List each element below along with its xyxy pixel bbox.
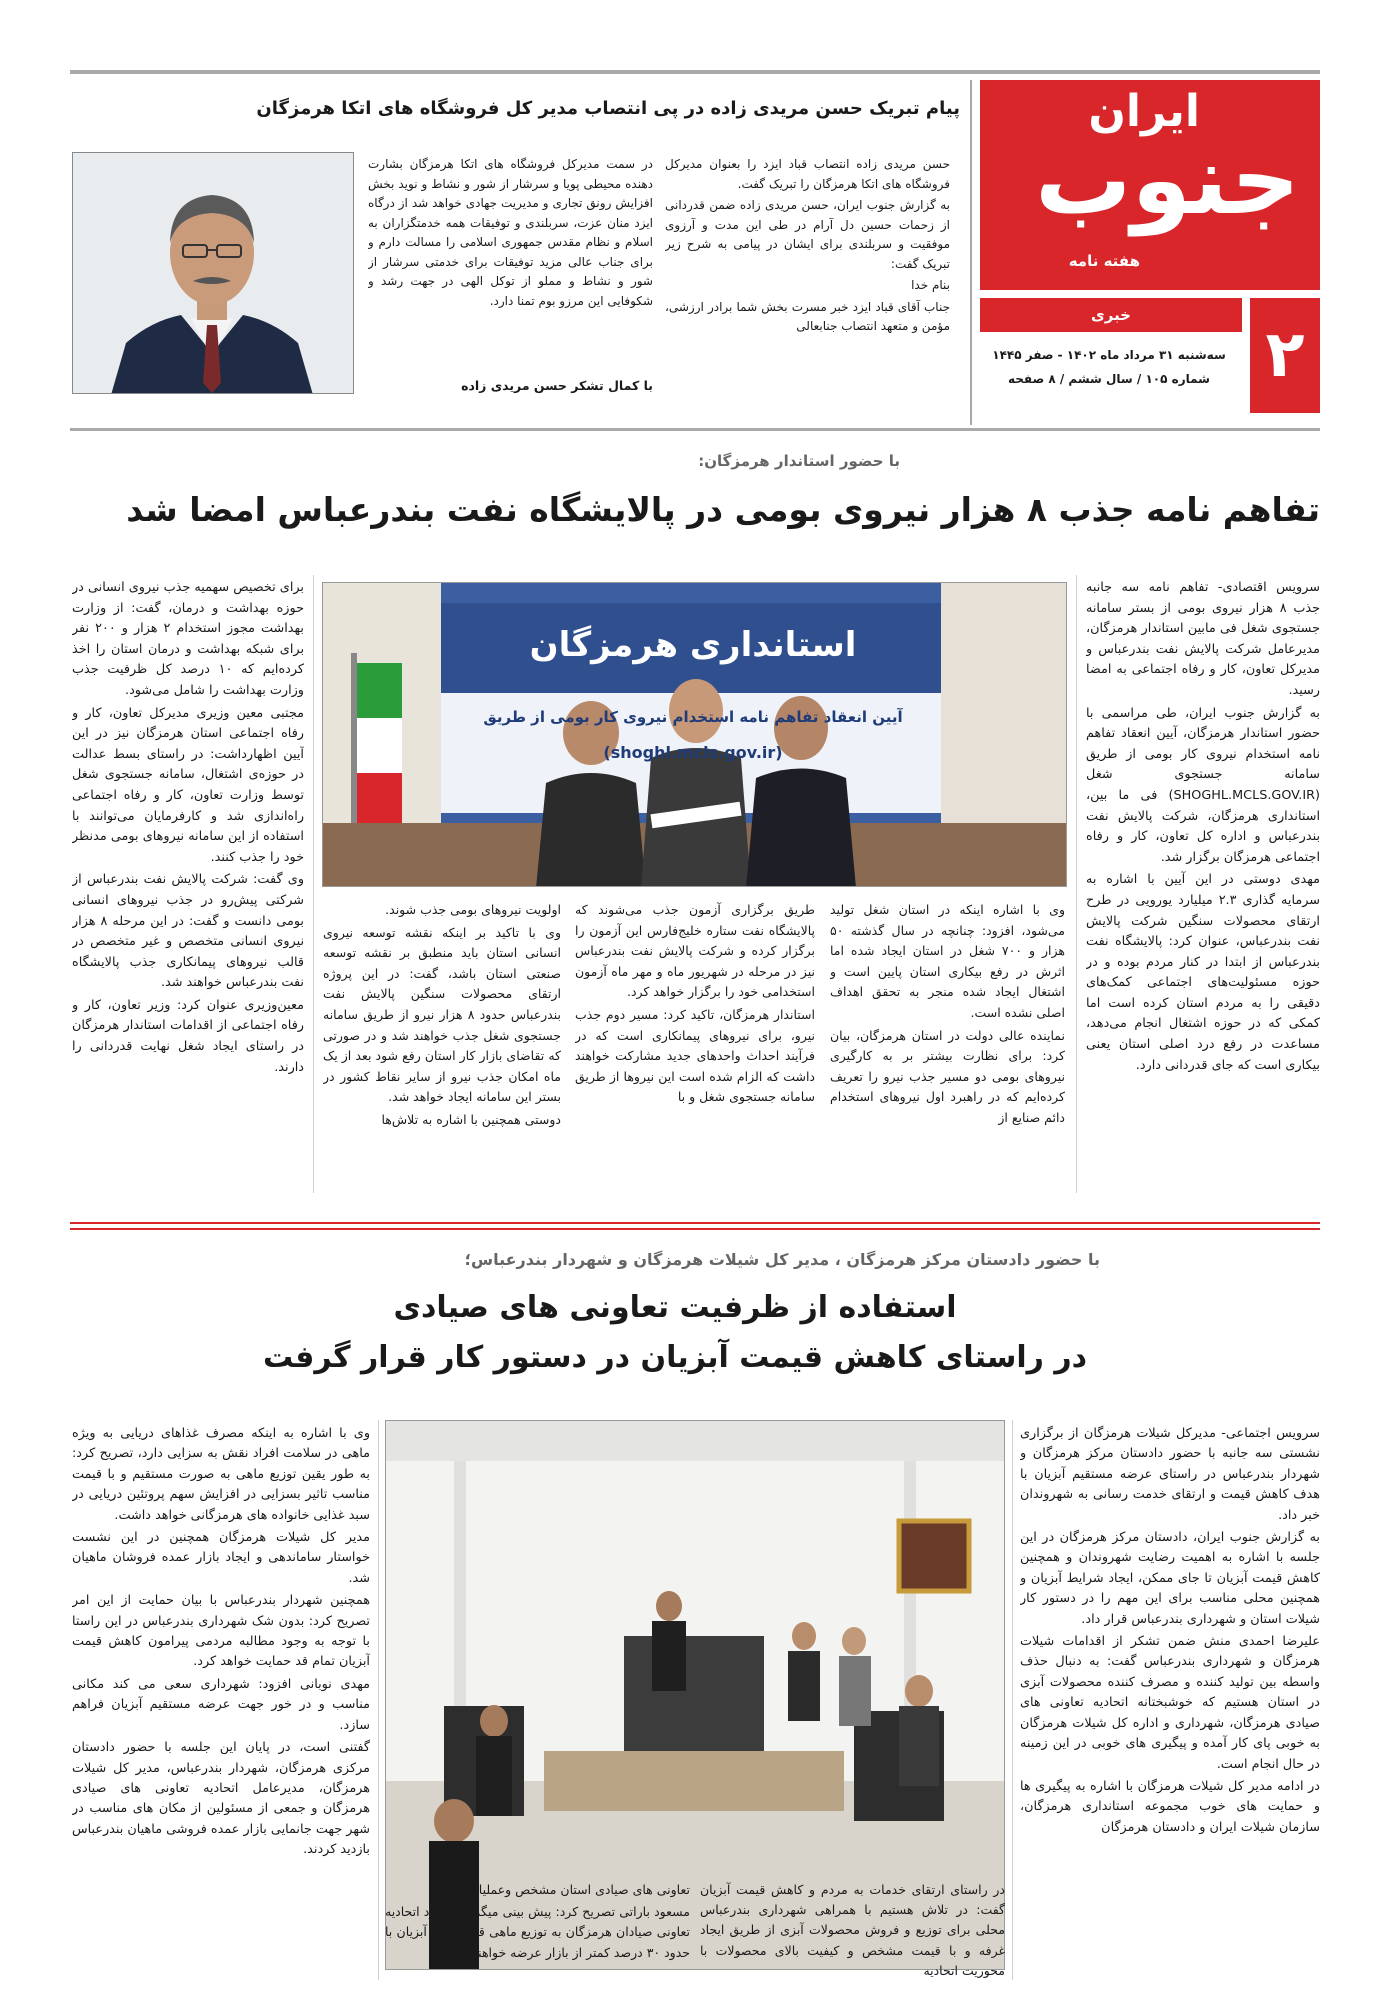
article2-paragraph: مدیر کل شیلات هرمزگان همچنین در این نشست خواستار ساماندهی و ایجاد بازار عمده فروشان ماهیان شد.	[72, 1530, 370, 1586]
portrait-illustration	[72, 153, 353, 394]
article1-paragraph: وی گفت: شرکت پالایش نفت بندرعباس از شرکتی پیش‌رو در جذب نیروهای انسانی بومی دانست و گفت: در این مرحله ۸ هزار نیروی انسانی متخصص و غیر متخصص در قالب نیروهای پیمانکاری جذب پالایشگاه نفت بندرعباس خواهند شد.	[72, 872, 304, 991]
congrats-paragraph: بنام خدا	[911, 278, 950, 292]
article1-paragraph: مجتبی معین وزیری مدیرکل تعاون، کار و رفاه اجتماعی استان هرمزگان نیز در این آیین اظهارداشت: در راستای بسط عدالت در حوزه‌ی اشتغال، سامانه جستجوی شغل توسط وزارت تعاون، کار و رفاه اجتماعی راه‌اندازی شد و کارفرمایان می‌توانند با استفاده از این سامانه نیروهای بومی مدنظر خود را جذب کنند.	[72, 705, 304, 865]
col-divider	[1076, 575, 1077, 1193]
congrats-paragraph: حسن مریدی زاده انتصاب قباد ایزد را بعنوان مدیرکل فروشگاه های اتکا هرمزگان را تبریک گفت.	[665, 157, 950, 191]
page-number: ۲	[1250, 298, 1320, 413]
article1-paragraph: طریق برگزاری آزمون جذب می‌شوند که پالایشگاه نفت ستاره خلیج‌فارس این آزمون را برگزار کرده و شرکت پالایش نفت بندرعباس نیز در مرحله در شهریور ماه و مهر ماه آزمون استخدامی خود را برگزار خواهد کرد.	[575, 902, 815, 1000]
article1-col5	[72, 578, 304, 1196]
article1-paragraph: دوستی همچنین با اشاره به تلاش‌ها	[381, 1111, 561, 1127]
issue-line: شماره ۱۰۵ / سال ششم / ۸ صفحه	[1008, 372, 1210, 386]
congrats-paragraph: به گزارش جنوب ایران، حسن مریدی زاده ضمن قدردانی از زحمات حسین دل آرام در طی این مدت و آرزوی موفقیت و سربلندی برای ایشان در پیامی به شرح زیر تبریک گفت:	[665, 198, 950, 271]
section-badge: خبری	[980, 298, 1242, 332]
article1-kicker: با حضور استاندار هرمزگان:	[698, 452, 900, 470]
article1-paragraph: نماینده عالی دولت در استان هرمزگان، بیان کرد: برای نظارت بیشتر بر به کارگیری نیروهای بومی دو مسیر جذب نیرو را تعریف کرده‌ایم که در راهبرد اول نیروهای استخدام دائم صنایع از	[830, 1027, 1065, 1125]
logo-main: جنوب	[1034, 124, 1300, 236]
article1-paragraph: استاندار هرمزگان، تاکید کرد: مسیر دوم جذب نیرو، برای نیروهای پیمانکاری است که در فرآیند احداث واحدهای جدید مشارکت خواهند داشت که الزام شده است این نیروها از طریق سامانه جستجوی شغل و با	[575, 1006, 815, 1105]
article2-paragraph: وی با اشاره به اینکه مصرف غذاهای دریایی به ویژه ماهی در سلامت افراد نقش به سزایی دارد، تصریح کرد: به طور یقین توزیع ماهی به صورت مستقیم و با قیمت مناسب تاثیر بسزایی در افزایش سهم پروتئین دریایی در سبد غذایی خانواده های هرمزگانی خواهد داشت.	[72, 1426, 370, 1523]
article2-paragraph: گفتنی است، در پایان این جلسه با حضور دادستان مرکزی هرمزگان، شهردار بندرعباس، مدیر کل شیلات هرمزگان، مدیرعامل اتحادیه تعاونی های صیادی هرمزگان و جمعی از مسئولین از مکان های مناسب در شهر جهت جانمایی بازار عمده فروشی ماهیان بندرعباس بازدید کردند.	[72, 1740, 370, 1858]
article1-paragraph: معین‌وزیری عنوان کرد: وزیر تعاون، کار و رفاه اجتماعی از اقدامات استاندار هرمزگان در راستای ایجاد شغل نهایت قدردانی را دارند.	[72, 997, 304, 1075]
col-divider	[313, 575, 314, 1193]
article1-paragraph: به گزارش جنوب ایران، طی مراسمی با حضور استاندار هرمزگان، آیین انعقاد تفاهم نامه استخدام نیروی کار بومی از طریق سامانه جستجوی شغل (SHOGHL.MCLS.GOV.IR) فی ما بین، استانداری هرمزگان، شرکت پالایش نفت بندرعباس و اداره کل تعاون، کار و رفاه اجتماعی هرمزگان برگزار شد.	[1086, 705, 1320, 865]
article1-headline: تفاهم نامه جذب ۸ هزار نیروی بومی در پالایشگاه نفت بندرعباس امضا شد	[126, 490, 1320, 529]
article2-paragraph: در راستای ارتقای خدمات به مردم و کاهش قیمت آبزیان گفت: در تلاش هستیم با همراهی شهرداری بندرعباس محلی برای توزیع و فروش محصولات آبزی از طریق ایجاد غرفه و با قیمت مشخص و کیفیت بالای محصولات با محوریت اتحادیه	[700, 1882, 1005, 1978]
article2-paragraph: به گزارش جنوب ایران، دادستان مرکز هرمزگان در این جلسه با اشاره به اهمیت رضایت شهروندان و همچنین کاهش قیمت آبزیان تا جای ممکن، ایجاد شرایط آبزیان و همچنین محلی مناسب برای این مهم را در دستور کار شیلات استان و شهرداری بندرعباس قرار داد.	[1020, 1530, 1320, 1627]
article1-paragraph: وی با اشاره اینکه در استان شغل تولید می‌شود، افزود: چنانچه در سال گذشته ۵۰ هزار و ۷۰۰ شغل در استان ایجاد شده اما اثرش در رفع بیکاری استان پایین است و اشتغال ایجاد شده منجر به تحقق اهداف اصلی نشده است.	[830, 902, 1065, 1020]
article2-paragraph: سرویس اجتماعی- مدیرکل شیلات هرمزگان از برگزاری نشستی سه جانبه با حضور دادستان مرکز هرمزگان و شهردار بندرعباس در راستای عرضه مستقیم آبزیان با هدف کاهش قیمت و ارتقای خدمت رسانی به شهروندان خبر داد.	[1020, 1426, 1320, 1523]
photo-sign-url: (shoghl.mcls.gov.ir)	[603, 743, 783, 762]
date-line: سه‌شنبه ۳۱ مرداد ماه ۱۴۰۲ - صفر ۱۴۴۵	[992, 348, 1226, 362]
logo-block	[980, 80, 1320, 290]
photo-sign-subtitle: آیین انعقاد تفاهم نامه استخدام نیروی کار بومی از طریق	[483, 708, 903, 726]
article2-paragraph: در ادامه مدیر کل شیلات هرمزگان با اشاره به پیگیری ها و حمایت های خوب مجموعه استانداری هرمزگان، سازمان شیلات ایران و دادستان هرمزگان	[1020, 1778, 1320, 1835]
top-rule	[70, 70, 1320, 74]
article2-kicker: با حضور دادستان مرکز هرمزگان ، مدیر کل شیلات هرمزگان و شهردار بندرعباس؛	[464, 1250, 1100, 1269]
article1-col1	[1086, 578, 1320, 1196]
article1-col4	[323, 900, 561, 1196]
article1-col3	[575, 900, 815, 1196]
article2-paragraph: مهدی نوبانی افزود: شهرداری سعی می کند مکانی مناسب و در خور جهت عرضه مستقیم آبزیان فراهم سازد.	[72, 1676, 370, 1733]
congrats-signature: با کمال تشکر حسن مریدی زاده	[461, 378, 653, 393]
congrats-col-right	[665, 155, 950, 395]
section-rule-red	[70, 1228, 1320, 1230]
article1-photo	[322, 582, 1067, 887]
article1-paragraph: مهدی دوستی در این آیین با اشاره به سرمایه گذاری ۲.۳ میلیارد یورویی در طرح ارتقای محصولات سنگین شرکت پالایش نفت بندرعباس، عنوان کرد: پالایشگاه نفت بندرعباس از ابتدا در کنار مردم بوده و در حوزه مسئولیت‌های اجتماعی کمک‌های دقیقی را به مردم استان کرده است اما کمکی که در حوزه اشتغال انجام می‌دهد، مساعدت در رفع درد اصلی استان یعنی بیکاری است که جای قدردانی دارد.	[1086, 872, 1320, 1073]
article2-headline-1: استفاده از ظرفیت تعاونی های صیادی	[393, 1290, 957, 1325]
col-divider	[1012, 1420, 1013, 1980]
section-rule-red	[70, 1222, 1320, 1224]
article2-col4	[72, 1424, 370, 1984]
congrats-paragraph: در سمت مدیرکل فروشگاه های اتکا هرمزگان بشارت دهنده محیطی پویا و سرشار از شور و نشاط و نوید بخش افزایش رونق تجاری و مدیریت جهادی خواهد شد از درگاه ایزد منان عزت، سربلندی و توفیقات همه خدمتگزاران به اسلام و نظام مقدس جمهوری اسلامی را مسالت دارم و برای جناب عالی مزید توفیقات برای خدمتی سرشار از شور و نشاط و مملو از توکل الهی در جهت رشد و شکوفایی این مرزو بوم تمنا دارد.	[368, 157, 653, 308]
article1-paragraph: سرویس اقتصادی- تفاهم نامه سه جانبه جذب ۸ هزار نیروی بومی از بستر سامانه جستجوی شغل فی مابین استاندار هرمزگان، مدیرعامل شرکت پالایش نفت بندرعباس و مدیرکل تعاون، کار و رفاه اجتماعی به امضا رسید.	[1086, 580, 1320, 698]
article2-col3	[385, 1880, 690, 1982]
article2-paragraph: همچنین شهردار بندرعباس با بیان حمایت از این امر تصریح کرد: بدون شک شهرداری بندرعباس در این راستا با توجه به وجود مطالبه مردمی پیرامون کاهش قیمت آبزیان تمام قد حمایت خواهد کرد.	[72, 1593, 370, 1670]
article2-col1	[1020, 1424, 1320, 1984]
col-divider	[378, 1420, 379, 1980]
portrait-photo	[72, 152, 354, 394]
article1-paragraph: برای تخصیص سهمیه جذب نیروی انسانی در حوزه بهداشت و درمان، گفت: از وزارت بهداشت مجوز استخدام ۲ هزار و ۲۰۰ نفر برای شبکه بهداشت و درمان استان را اخذ کرده‌ایم که ۱۰ درصد کل ظرفیت جذب وزارت بهداشت را شامل می‌شود.	[72, 580, 304, 698]
article2-paragraph: تعاونی های صیادی استان مشخص وعملیاتی کنیم.	[435, 1882, 690, 1897]
article2-headline-2: در راستای کاهش قیمت آبزیان در دستور کار قرار گرفت	[263, 1340, 1087, 1375]
masthead	[980, 80, 1320, 420]
section-rule-1	[70, 428, 1320, 431]
article2-paragraph: علیرضا احمدی منش ضمن تشکر از اقدامات شیلات هرمزگان و شهرداری بندرعباس گفت: به دنبال حذف واسطه بین تولید کننده و مصرف کننده محصولات آبزی در استان هستیم که خوشبختانه اتحادیه تعاونی های صیادی هرمزگان، شهرداری و اداره کل شیلات هرمزگان به خوبی پای کار آمده و پیگیری های خوبی در این زمینه در حال انجام است.	[1020, 1634, 1320, 1772]
congrats-paragraph: جناب آقای قباد ایزد خبر مسرت بخش شما برادر ارزشی، مؤمن و متعهد انتصاب جنابعالی	[665, 299, 950, 333]
article1-col2	[830, 900, 1065, 1196]
congrats-col-left	[368, 155, 653, 365]
photo-sign-title: استانداری هرمزگان	[529, 625, 857, 665]
article1-paragraph: اولویت نیروهای بومی جذب شوند.	[385, 902, 561, 917]
congrats-title: پیام تبریک حسن مریدی زاده در پی انتصاب مدیر کل فروشگاه های اتکا هرمزگان	[256, 98, 960, 119]
logo-sub: ایران	[1088, 86, 1200, 137]
masthead-divider	[970, 80, 972, 425]
article2-col2	[700, 1880, 1005, 1982]
article1-paragraph: وی با تاکید بر اینکه نقشه توسعه نیروی انسانی استان باید منطبق بر نقشه توسعه صنعتی استان باشد، گفت: در این پروژه ارتقای محصولات سنگین پالایش نفت بندرعباس حدود ۸ هزار نیرو از طریق سامانه جستجوی شغل جذب خواهند شد و در صورتی که تقاضای بازار کار استان رفع شود بعد از یک ماه امکان جذب نیرو از سایر نقاط کشور در بستر این سامانه ایجاد خواهد شد.	[323, 924, 561, 1105]
weekly-label: هفته نامه	[1068, 252, 1140, 270]
article2-paragraph: مسعود باراتی تصریح کرد: پیش بینی میگردد با ورود اتحادیه تعاونی صیادان هرمزگان به توزیع ماهی قیمت های آبزیان با حدود ۳۰ درصد کمتر از بازار عرضه خواهند شد.	[385, 1904, 690, 1960]
